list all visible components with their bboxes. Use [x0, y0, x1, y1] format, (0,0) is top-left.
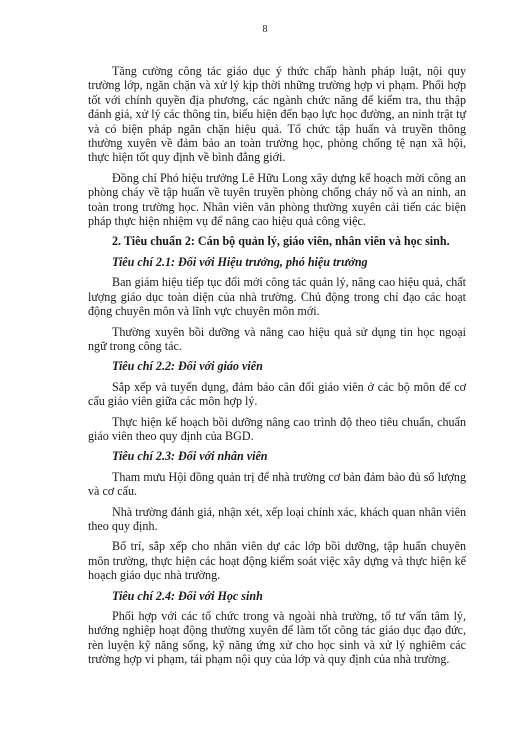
criterion-heading: Tiêu chí 2.4: Đối với Học sinh	[112, 588, 263, 603]
paragraph: Phối hợp với các tổ chức trong và ngoài nhà trường, tổ tư vấn tâm lý, hướng nghiệp hoạt động thường xuyên để làm tốt công tác giáo dục đạo đức, rèn luyện kỹ năng sống, kỹ năng ứng xử cho học sinh và xử lý nghiêm các trường hợp vi phạm, tái phạm nội quy của lớp và quy định của nhà trường.	[88, 609, 466, 667]
criterion-heading: Tiêu chí 2.2: Đối với giáo viên	[112, 359, 263, 374]
paragraph: Tăng cường công tác giáo dục ý thức chấp hành pháp luật, nội quy trường lớp, ngăn chặn và xử lý kịp thời những trường hợp vi phạm. Phối hợp tốt với chính quyền địa phương, các ngành chức năng để kiểm tra, thu thập đánh giá, xử lý các thông tin, biểu hiện đến bạo lực học đường, an ninh trật tự và có biện pháp ngăn chặn hiệu quả. Tổ chức tập huấn và truyền thông thường xuyên về đảm bảo an toàn trường học, phòng chống tệ nạn xã hội, thực hiện tốt quy định về bình đẳng giới.	[88, 64, 466, 165]
criterion-heading: Tiêu chí 2.1: Đối với Hiệu trưởng, phó hiệu trưởng	[112, 254, 368, 269]
paragraph: Tham mưu Hội đồng quản trị để nhà trường cơ bản đảm bảo đủ số lượng và cơ cấu.	[88, 469, 466, 499]
paragraph: Thực hiện kế hoạch bồi dưỡng nâng cao trình độ theo tiêu chuẩn, chuẩn giáo viên theo quy định của BGD.	[88, 414, 466, 443]
page-number: 8	[262, 24, 268, 35]
paragraph: Thường xuyên bồi dưỡng và nâng cao hiệu quả sử dụng tin học ngoại ngữ trong công tác.	[88, 324, 466, 353]
paragraph: Đồng chí Phó hiệu trưởng Lê Hữu Long xây dựng kế hoạch mời công an phòng cháy về tập huấn về tuyên truyền phòng chống cháy nổ và an ninh, an toàn trong trường học. Nhân viên văn phòng thường xuyên cải tiến các biện pháp thực hiện nhiệm vụ để nâng cao hiệu quả công việc.	[88, 170, 466, 229]
paragraph: Nhà trường đánh giá, nhận xét, xếp loại chính xác, khách quan nhân viên theo quy định.	[88, 504, 466, 533]
section-heading: 2. Tiêu chuẩn 2: Cán bộ quản lý, giáo viên, nhân viên và học sinh.	[112, 234, 450, 249]
paragraph: Sắp xếp và tuyển dụng, đảm bảo cân đối giáo viên ở các bộ môn để cơ cấu giáo viên giữa các môn hợp lý.	[88, 379, 466, 409]
document-body	[88, 64, 466, 673]
paragraph: Ban giám hiệu tiếp tục đổi mới công tác quản lý, nâng cao hiệu quả, chất lượng giáo dục toàn diện của nhà trường. Chủ động trong chỉ đạo các hoạt động chuyên môn và lĩnh vực chuyên môn mới.	[88, 275, 466, 319]
criterion-heading: Tiêu chí 2.3: Đối với nhân viên	[112, 449, 268, 464]
paragraph: Bố trí, sắp xếp cho nhân viên dự các lớp bồi dưỡng, tập huấn chuyên môn trường, thực hiện các hoạt động kiểm soát việc xây dựng và thực hiện kế hoạch giáo dục nhà trường.	[88, 539, 466, 583]
